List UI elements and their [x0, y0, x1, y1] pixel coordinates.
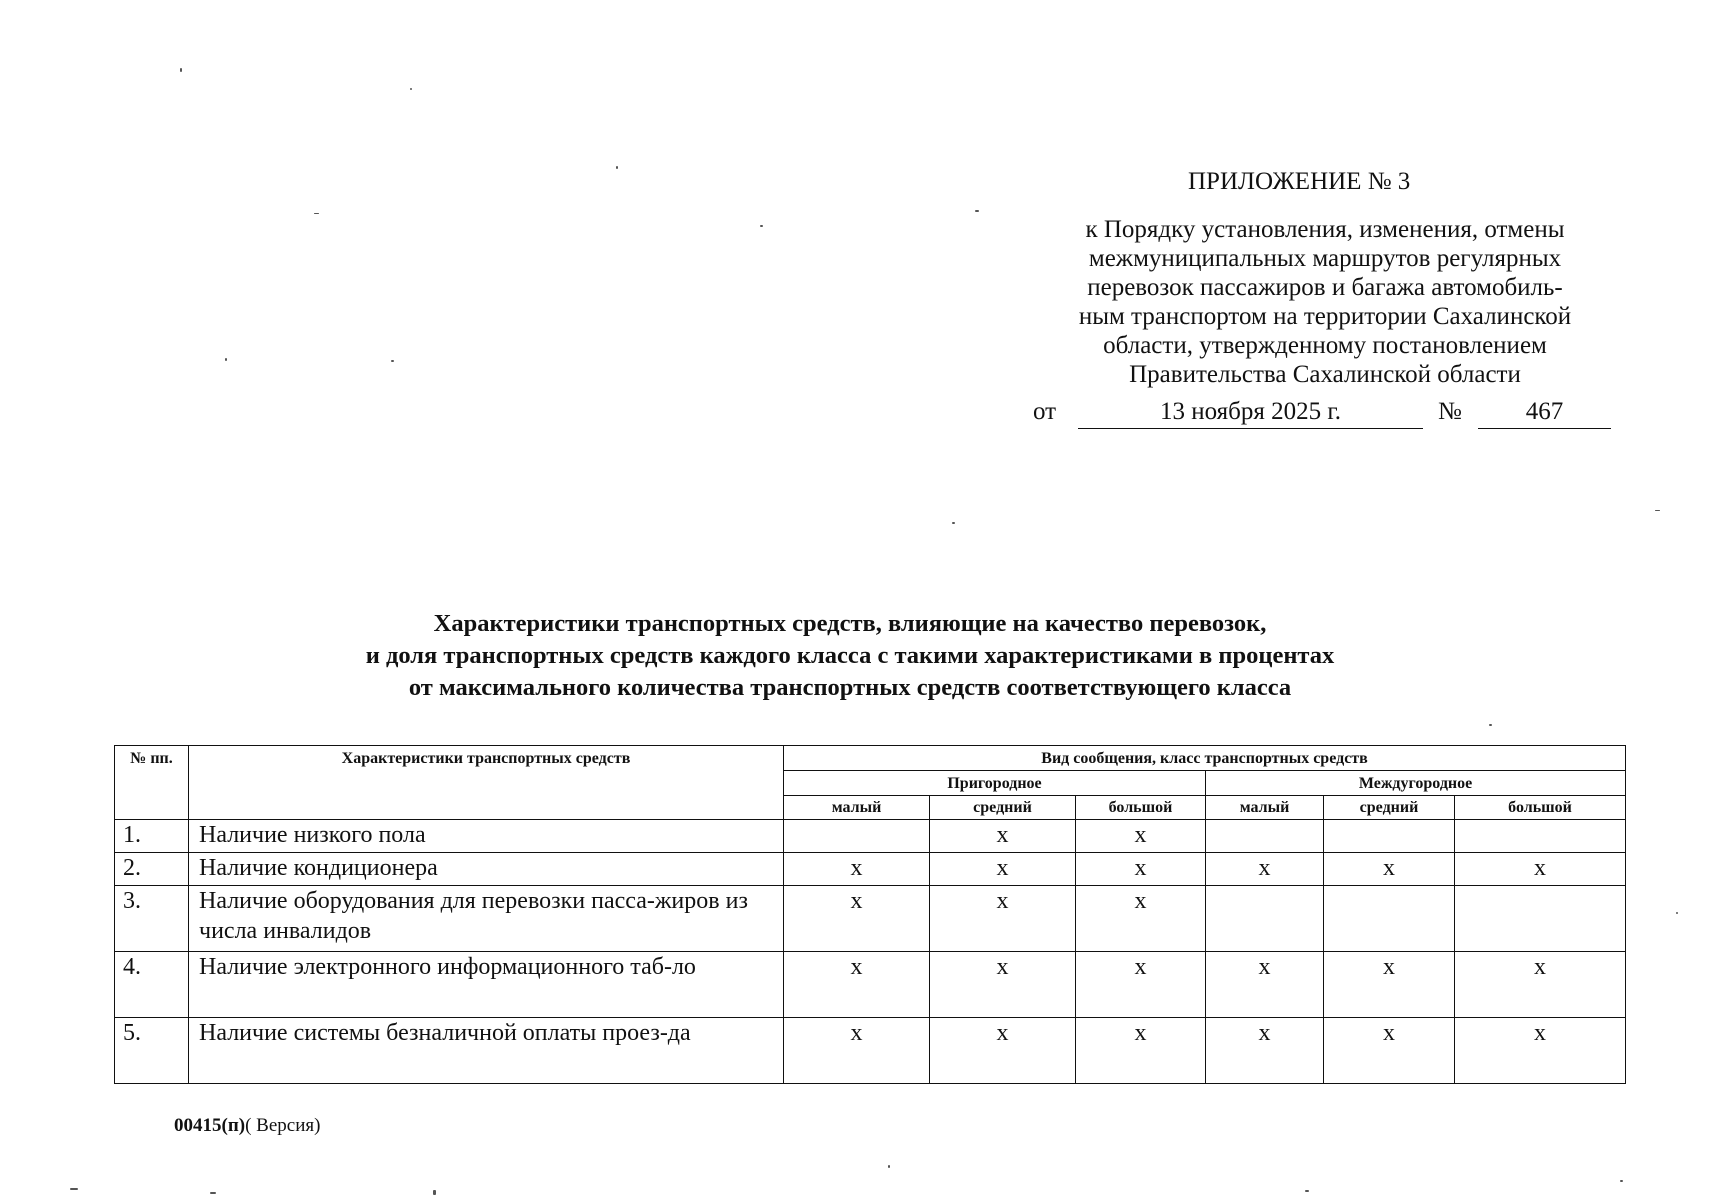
row-mark: х	[1076, 853, 1206, 886]
header-intercity: Междугородное	[1206, 771, 1626, 796]
header-class: большой	[1076, 796, 1206, 820]
row-mark: х	[1076, 820, 1206, 853]
appendix-line: ным транспортом на территории Сахалинской	[1078, 303, 1572, 330]
row-mark	[1206, 820, 1324, 853]
table-row	[115, 820, 1626, 853]
row-mark: х	[1324, 1018, 1455, 1084]
scan-speck	[391, 360, 394, 362]
row-mark: х	[1206, 1018, 1324, 1084]
header-characteristics: Характеристики транспортных средств	[189, 746, 784, 820]
scan-speck	[888, 1165, 890, 1168]
scan-speck	[410, 88, 412, 90]
row-mark: х	[784, 853, 930, 886]
row-mark: х	[1206, 853, 1324, 886]
header-class: большой	[1455, 796, 1626, 820]
row-mark: х	[930, 886, 1076, 952]
row-number: 4.	[115, 952, 189, 1018]
row-characteristic: Наличие электронного информационного таб-ло	[189, 952, 784, 1018]
row-mark	[1324, 886, 1455, 952]
row-characteristic: Наличие низкого пола	[189, 820, 784, 853]
row-mark: х	[1076, 886, 1206, 952]
row-characteristic: Наличие системы безналичной оплаты проез-да	[189, 1018, 784, 1084]
resolution-number: 467	[1478, 398, 1611, 429]
header-class: малый	[784, 796, 930, 820]
heading-line: Характеристики транспортных средств, влияющие на качество перевозок,	[433, 610, 1267, 637]
scan-speck	[1489, 724, 1492, 726]
document-heading	[100, 608, 1600, 704]
table-row	[115, 886, 1626, 952]
table-row	[115, 952, 1626, 1018]
appendix-line: Правительства Сахалинской области	[1129, 361, 1521, 388]
row-number: 2.	[115, 853, 189, 886]
row-mark	[1206, 886, 1324, 952]
row-characteristic: Наличие кондиционера	[189, 853, 784, 886]
row-mark: х	[1455, 853, 1626, 886]
row-mark: х	[930, 853, 1076, 886]
appendix-line: области, утвержденному постановлением	[1103, 332, 1547, 359]
number-prefix: №	[1438, 398, 1462, 425]
scan-speck	[1305, 1190, 1309, 1192]
row-number: 1.	[115, 820, 189, 853]
row-mark: х	[784, 886, 930, 952]
row-mark: х	[1324, 853, 1455, 886]
table-row	[115, 853, 1626, 886]
row-mark: х	[784, 952, 930, 1018]
row-mark: х	[1324, 952, 1455, 1018]
scan-speck	[952, 522, 955, 524]
appendix-line: перевозок пассажиров и багажа автомобиль-	[1087, 274, 1563, 301]
row-number: 3.	[115, 886, 189, 952]
scan-speck	[225, 358, 227, 361]
header-group: Вид сообщения, класс транспортных средств	[784, 746, 1626, 771]
appendix-title: ПРИЛОЖЕНИЕ № 3	[1188, 168, 1411, 195]
table-row	[115, 1018, 1626, 1084]
scan-speck	[433, 1190, 436, 1195]
scan-speck	[616, 166, 618, 169]
row-mark: х	[1076, 952, 1206, 1018]
row-mark	[784, 820, 930, 853]
scan-speck	[1655, 510, 1660, 511]
characteristics-table	[114, 745, 1626, 1084]
document-code	[174, 1115, 320, 1137]
row-mark: х	[1455, 1018, 1626, 1084]
header-class: средний	[930, 796, 1076, 820]
appendix-reference	[1030, 215, 1620, 389]
row-mark: х	[1455, 952, 1626, 1018]
row-characteristic: Наличие оборудования для перевозки пасса-жиров из числа инвалидов	[189, 886, 784, 952]
scan-speck	[180, 68, 182, 72]
row-mark: х	[1206, 952, 1324, 1018]
row-mark	[1455, 820, 1626, 853]
appendix-line: к Порядку установления, изменения, отмены	[1085, 216, 1565, 243]
date-prefix: от	[1033, 398, 1057, 425]
document-code-number: 00415(п)	[174, 1115, 246, 1136]
header-num: № пп.	[115, 746, 189, 820]
scan-speck	[70, 1188, 78, 1190]
header-class: средний	[1324, 796, 1455, 820]
document-version: ( Версия)	[245, 1115, 321, 1136]
row-mark	[1455, 886, 1626, 952]
resolution-date: 13 ноября 2025 г.	[1078, 398, 1423, 429]
scan-speck	[210, 1192, 216, 1194]
scan-speck	[760, 225, 763, 227]
heading-line: и доля транспортных средств каждого класса с такими характеристиками в процентах	[365, 642, 1335, 669]
row-number: 5.	[115, 1018, 189, 1084]
row-mark: х	[930, 820, 1076, 853]
row-mark: х	[930, 1018, 1076, 1084]
header-class: малый	[1206, 796, 1324, 820]
scan-speck	[975, 210, 979, 212]
appendix-line: межмуниципальных маршрутов регулярных	[1088, 245, 1562, 272]
scan-speck	[1620, 1180, 1623, 1182]
heading-line: от максимального количества транспортных средств соответствующего класса	[408, 674, 1292, 701]
row-mark: х	[1076, 1018, 1206, 1084]
resolution-date-line	[1033, 398, 1613, 430]
row-mark	[1324, 820, 1455, 853]
scan-speck	[1676, 912, 1678, 914]
row-mark: х	[784, 1018, 930, 1084]
header-suburban: Пригородное	[784, 771, 1206, 796]
scan-speck	[314, 213, 319, 214]
row-mark: х	[930, 952, 1076, 1018]
